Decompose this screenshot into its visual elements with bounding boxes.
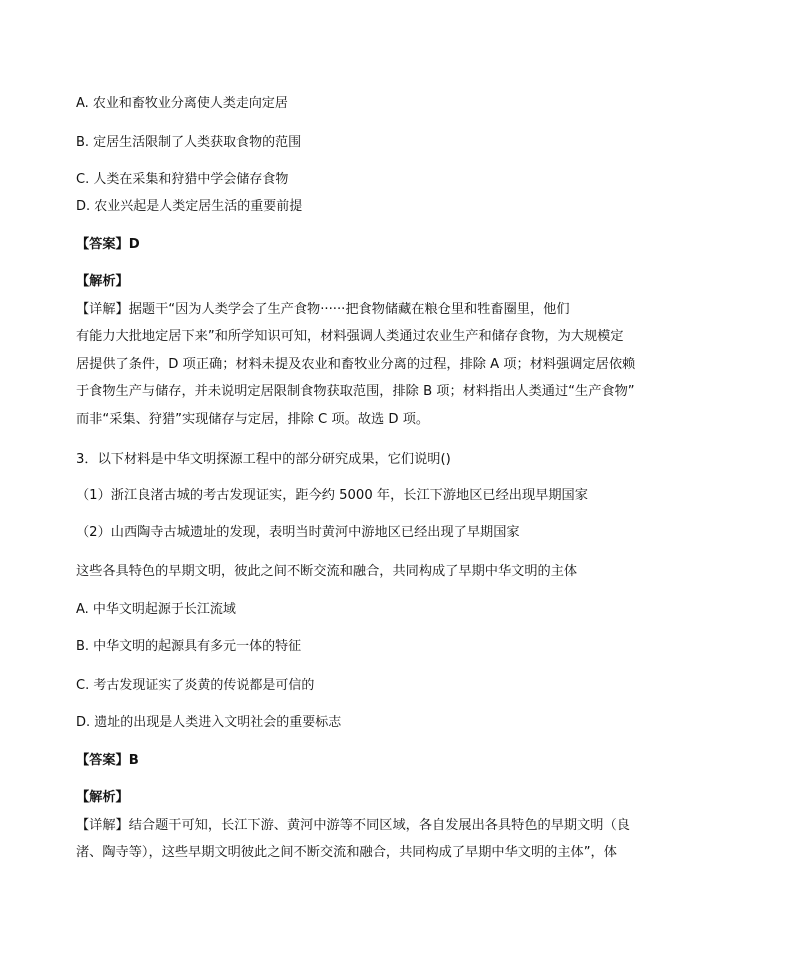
q2-analysis-title: 【解析】 (76, 274, 129, 289)
q2-detail-line: 【详解】据题干“因为人类学会了生产食物······把食物储藏在粮仓里和牲畜圈里，他们 (76, 302, 570, 317)
q3-option-c: C. 考古发现证实了炎黄的传说都是可信的 (76, 678, 315, 693)
q2-option-d: D. 农业兴起是人类定居生活的重要前提 (76, 199, 303, 214)
q3-material-3: 这些各具特色的早期文明，彼此之间不断交流和融合，共同构成了早期中华文明的主体 (76, 564, 578, 579)
q3-material-2: （2）山西陶寺古城遗址的发现，表明当时黄河中游地区已经出现了早期国家 (76, 525, 520, 540)
q2-detail-line: 有能力大批地定居下来”和所学知识可知，材料强调人类通过农业生产和储存食物，为大规模定 (76, 329, 624, 345)
q3-option-a: A. 中华文明起源于长江流域 (76, 602, 236, 617)
q2-option-a: A. 农业和畜牧业分离使人类走向定居 (76, 96, 288, 111)
q2-option-c: C. 人类在采集和狩猎中学会储存食物 (76, 172, 289, 187)
q3-option-d: D. 遗址的出现是人类进入文明社会的重要标志 (76, 715, 342, 730)
q3-detail-line: 渚、陶寺等），这些早期文明彼此之间不断交流和融合，共同构成了早期中华文明的主体”，体 (76, 845, 617, 861)
q3-option-b: B. 中华文明的起源具有多元一体的特征 (76, 639, 302, 654)
q3-stem: 3．以下材料是中华文明探源工程中的部分研究成果，它们说明() (76, 452, 451, 467)
q3-detail-paragraph (76, 817, 676, 872)
q2-detail-line: 于食物生产与储存，并未说明定居限制食物获取范围，排除 B 项；材料指出人类通过“生产食物” (76, 384, 635, 400)
q3-detail-line: 【详解】结合题干可知，长江下游、黄河中游等不同区域，各自发展出各具特色的早期文明（良 (76, 818, 630, 833)
q3-material-1: （1）浙江良渚古城的考古发现证实，距今约 5000 年，长江下游地区已经出现早期国家 (76, 488, 588, 503)
q2-detail-line: 居提供了条件，D 项正确；材料未提及农业和畜牧业分离的过程，排除 A 项；材料强调定居依赖 (76, 356, 636, 372)
q2-detail-paragraph (76, 301, 676, 438)
q2-detail-line: 而非“采集、狩猎”实现储存与定居，排除 C 项。故选 D 项。 (76, 411, 430, 427)
q3-analysis-title: 【解析】 (76, 790, 129, 805)
q2-answer: 【答案】D (76, 237, 140, 252)
q2-option-b: B. 定居生活限制了人类获取食物的范围 (76, 135, 302, 150)
q3-answer: 【答案】B (76, 753, 139, 768)
